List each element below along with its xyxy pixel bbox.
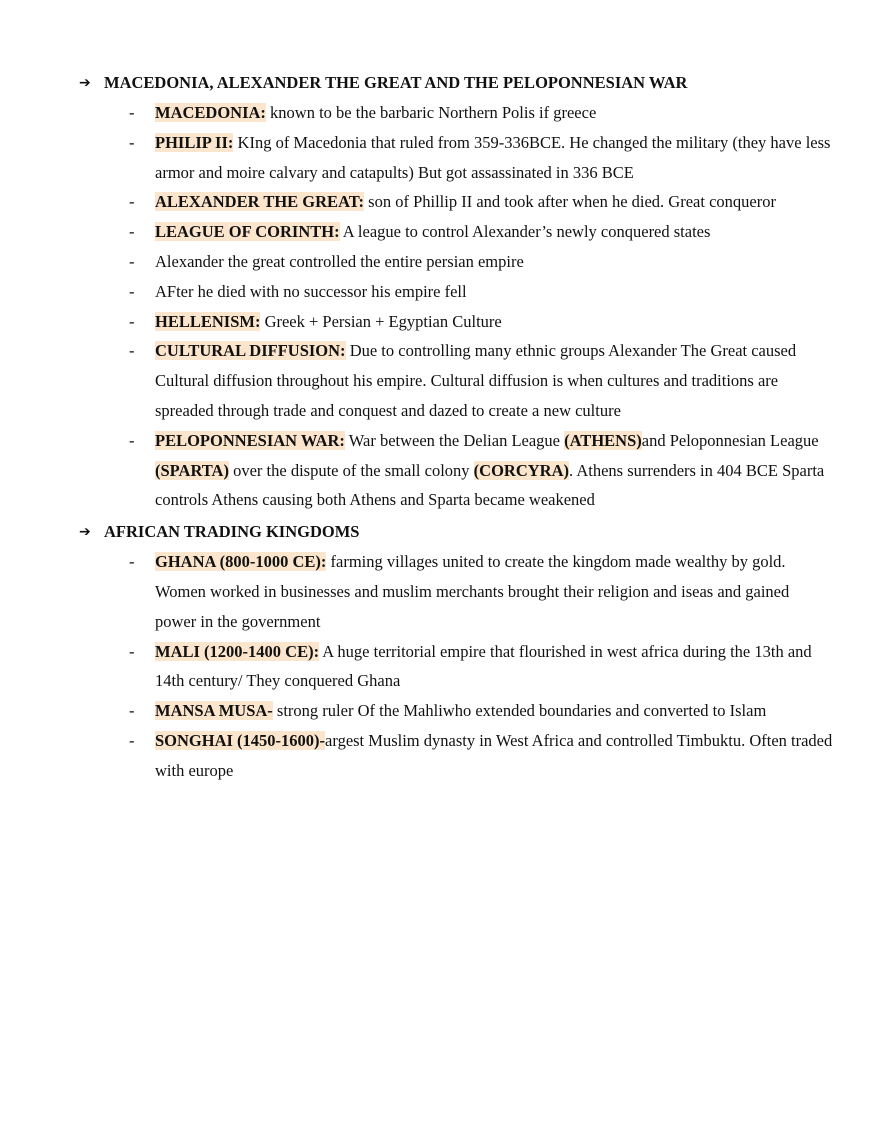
highlighted-term: MALI (1200-1400 CE): <box>155 641 320 661</box>
dash-bullet: - <box>129 701 135 721</box>
list-item <box>0 128 880 188</box>
list-item <box>0 247 880 277</box>
dash-bullet: - <box>129 281 135 301</box>
dash-bullet: - <box>129 103 135 122</box>
highlighted-term: ALEXANDER THE GREAT: <box>155 192 365 212</box>
dash-bullet: - <box>129 341 135 361</box>
highlighted-term: HELLENISM: <box>155 311 261 331</box>
list-item <box>0 726 880 786</box>
item-text: A huge territorial empire that flourished in west africa during the 13th and 14th century/ They conquered Ghana <box>155 641 812 691</box>
section-list-african-kingdoms <box>0 547 880 785</box>
item-text: and Peloponnesian League <box>641 430 819 450</box>
item-text: son of Phillip II and took after when he died. Great conqueror <box>364 192 776 212</box>
list-item <box>0 98 880 128</box>
item-text: farming villages united to create the kingdom made wealthy by gold. Women worked in businesses and muslim merchants brought their religion and iseas and gained power in the government <box>155 552 790 631</box>
item-text: argest Muslim dynasty in West Africa and controlled Timbuktu. Often traded with europe <box>155 730 833 780</box>
highlighted-term: CULTURAL DIFFUSION: <box>155 341 346 361</box>
highlighted-term: SONGHAI (1450-1600)- <box>155 730 326 750</box>
section-list-macedonia <box>0 98 880 515</box>
item-text: known to be the barbaric Northern Polis if greece <box>265 103 597 122</box>
dash-bullet: - <box>129 641 135 661</box>
section-heading-macedonia <box>0 68 880 98</box>
item-text: AFter he died with no successor his empire fell <box>155 281 467 301</box>
item-text: War between the Delian League <box>344 430 565 450</box>
dash-bullet: - <box>129 730 135 750</box>
arrow-bullet-icon: ➔ <box>79 75 91 91</box>
list-item <box>0 637 880 697</box>
item-text: Greek + Persian + Egyptian Culture <box>260 311 502 331</box>
item-text: Due to controlling many ethnic groups Alexander The Great caused Cultural diffusion throughout his empire. Cultural diffusion is when cultures and traditions are spreaded through trade and conquest and dazed to create a new culture <box>155 341 797 420</box>
list-item <box>0 696 880 726</box>
highlighted-term: MACEDONIA: <box>155 103 266 122</box>
dash-bullet: - <box>129 251 135 271</box>
list-item <box>0 217 880 247</box>
item-text: over the dispute of the small colony <box>228 460 474 480</box>
highlighted-term: LEAGUE OF CORINTH: <box>155 222 340 242</box>
item-text: A league to control Alexander’s newly conquered states <box>339 222 711 242</box>
list-item <box>0 426 880 515</box>
section-heading-african-kingdoms <box>0 517 880 547</box>
list-item <box>0 307 880 337</box>
highlighted-athens: (ATHENS) <box>564 430 642 450</box>
item-text: KIng of Macedonia that ruled from 359-336BCE. He changed the military (they have less armor and moire calvary and catapults) But got assassinated in 336 BCE <box>155 132 831 182</box>
dash-bullet: - <box>129 132 135 152</box>
highlighted-term: GHANA (800-1000 CE): <box>155 552 327 572</box>
highlighted-term: PHILIP II: <box>155 132 234 152</box>
highlighted-sparta: (SPARTA) <box>155 460 229 480</box>
highlighted-term: MANSA MUSA- <box>155 701 273 721</box>
section-title: AFRICAN TRADING KINGDOMS <box>104 522 360 542</box>
highlighted-term: PELOPONNESIAN WAR: <box>155 430 345 450</box>
dash-bullet: - <box>129 222 135 242</box>
dash-bullet: - <box>129 552 135 572</box>
item-text: strong ruler Of the Mahliwho extended boundaries and converted to Islam <box>272 701 767 721</box>
list-item <box>0 187 880 217</box>
section-title: MACEDONIA, ALEXANDER THE GREAT AND THE PELOPONNESIAN WAR <box>104 73 688 92</box>
item-text: . Athens surrenders in 404 BCE Sparta controls Athens causing both Athens and Sparta became weakened <box>155 460 825 510</box>
list-item <box>0 277 880 307</box>
item-text: Alexander the great controlled the entire persian empire <box>155 251 524 271</box>
dash-bullet: - <box>129 311 135 331</box>
arrow-bullet-icon: ➔ <box>79 524 91 541</box>
list-item <box>0 547 880 636</box>
highlighted-corcyra: (CORCYRA) <box>473 460 569 480</box>
dash-bullet: - <box>129 192 135 212</box>
dash-bullet: - <box>129 430 135 450</box>
list-item <box>0 336 880 425</box>
document-page <box>0 68 880 786</box>
